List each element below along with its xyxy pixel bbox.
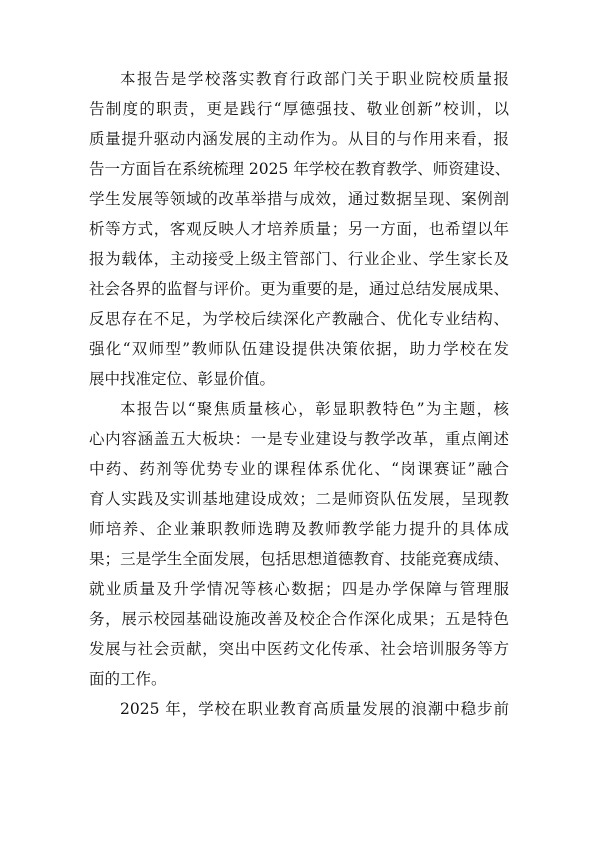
text-line: 发展与社会贡献，突出中医药文化传承、社会培训服务等方 [89,640,509,658]
text-line: 强化“双师型”教师队伍建设提供决策依据，助力学校在发 [89,340,509,358]
text-line: 2025 年，学校在职业教育高质量发展的浪潮中稳步前 [120,700,509,718]
text-line: 就业质量及升学情况等核心数据；四是办学保障与管理服 [89,580,509,598]
paragraph-3 [89,694,509,724]
paragraph-1 [89,64,509,394]
text-line: 本报告是学校落实教育行政部门关于职业院校质量报 [120,70,509,88]
text-line: 本报告以“聚焦质量核心，彰显职教特色”为主题，核 [120,400,509,418]
text-line: 育人实践及实训基地建设成效；二是师资队伍发展，呈现教 [89,490,509,508]
text-line: 学生发展等领域的改革举措与成效，通过数据呈现、案例剖 [89,190,509,208]
text-line: 果；三是学生全面发展，包括思想道德教育、技能竞赛成绩、 [89,550,509,568]
text-line: 中药、药剂等优势专业的课程体系优化、“岗课赛证”融合 [89,460,509,478]
paragraph-2 [89,394,509,694]
body-text [89,64,509,724]
text-line: 质量提升驱动内涵发展的主动作为。从目的与作用来看，报 [89,130,509,148]
text-line: 社会各界的监督与评价。更为重要的是，通过总结发展成果、 [89,280,509,298]
text-line: 反思存在不足，为学校后续深化产教融合、优化专业结构、 [89,310,509,328]
text-line: 报为载体，主动接受上级主管部门、行业企业、学生家长及 [89,250,509,268]
text-line: 告一方面旨在系统梳理 2025 年学校在教育教学、师资建设、 [89,160,511,178]
text-line: 析等方式，客观反映人才培养质量；另一方面，也希望以年 [89,220,509,238]
text-line: 务，展示校园基础设施改善及校企合作深化成果；五是特色 [89,610,509,628]
text-line: 展中找准定位、彰显价值。 [89,370,276,388]
text-line: 面的工作。 [89,670,167,688]
text-line: 心内容涵盖五大板块：一是专业建设与教学改革，重点阐述 [89,430,509,448]
text-line: 告制度的职责，更是践行“厚德强技、敬业创新”校训，以 [89,100,509,118]
text-line: 师培养、企业兼职教师选聘及教师教学能力提升的具体成 [89,520,509,538]
